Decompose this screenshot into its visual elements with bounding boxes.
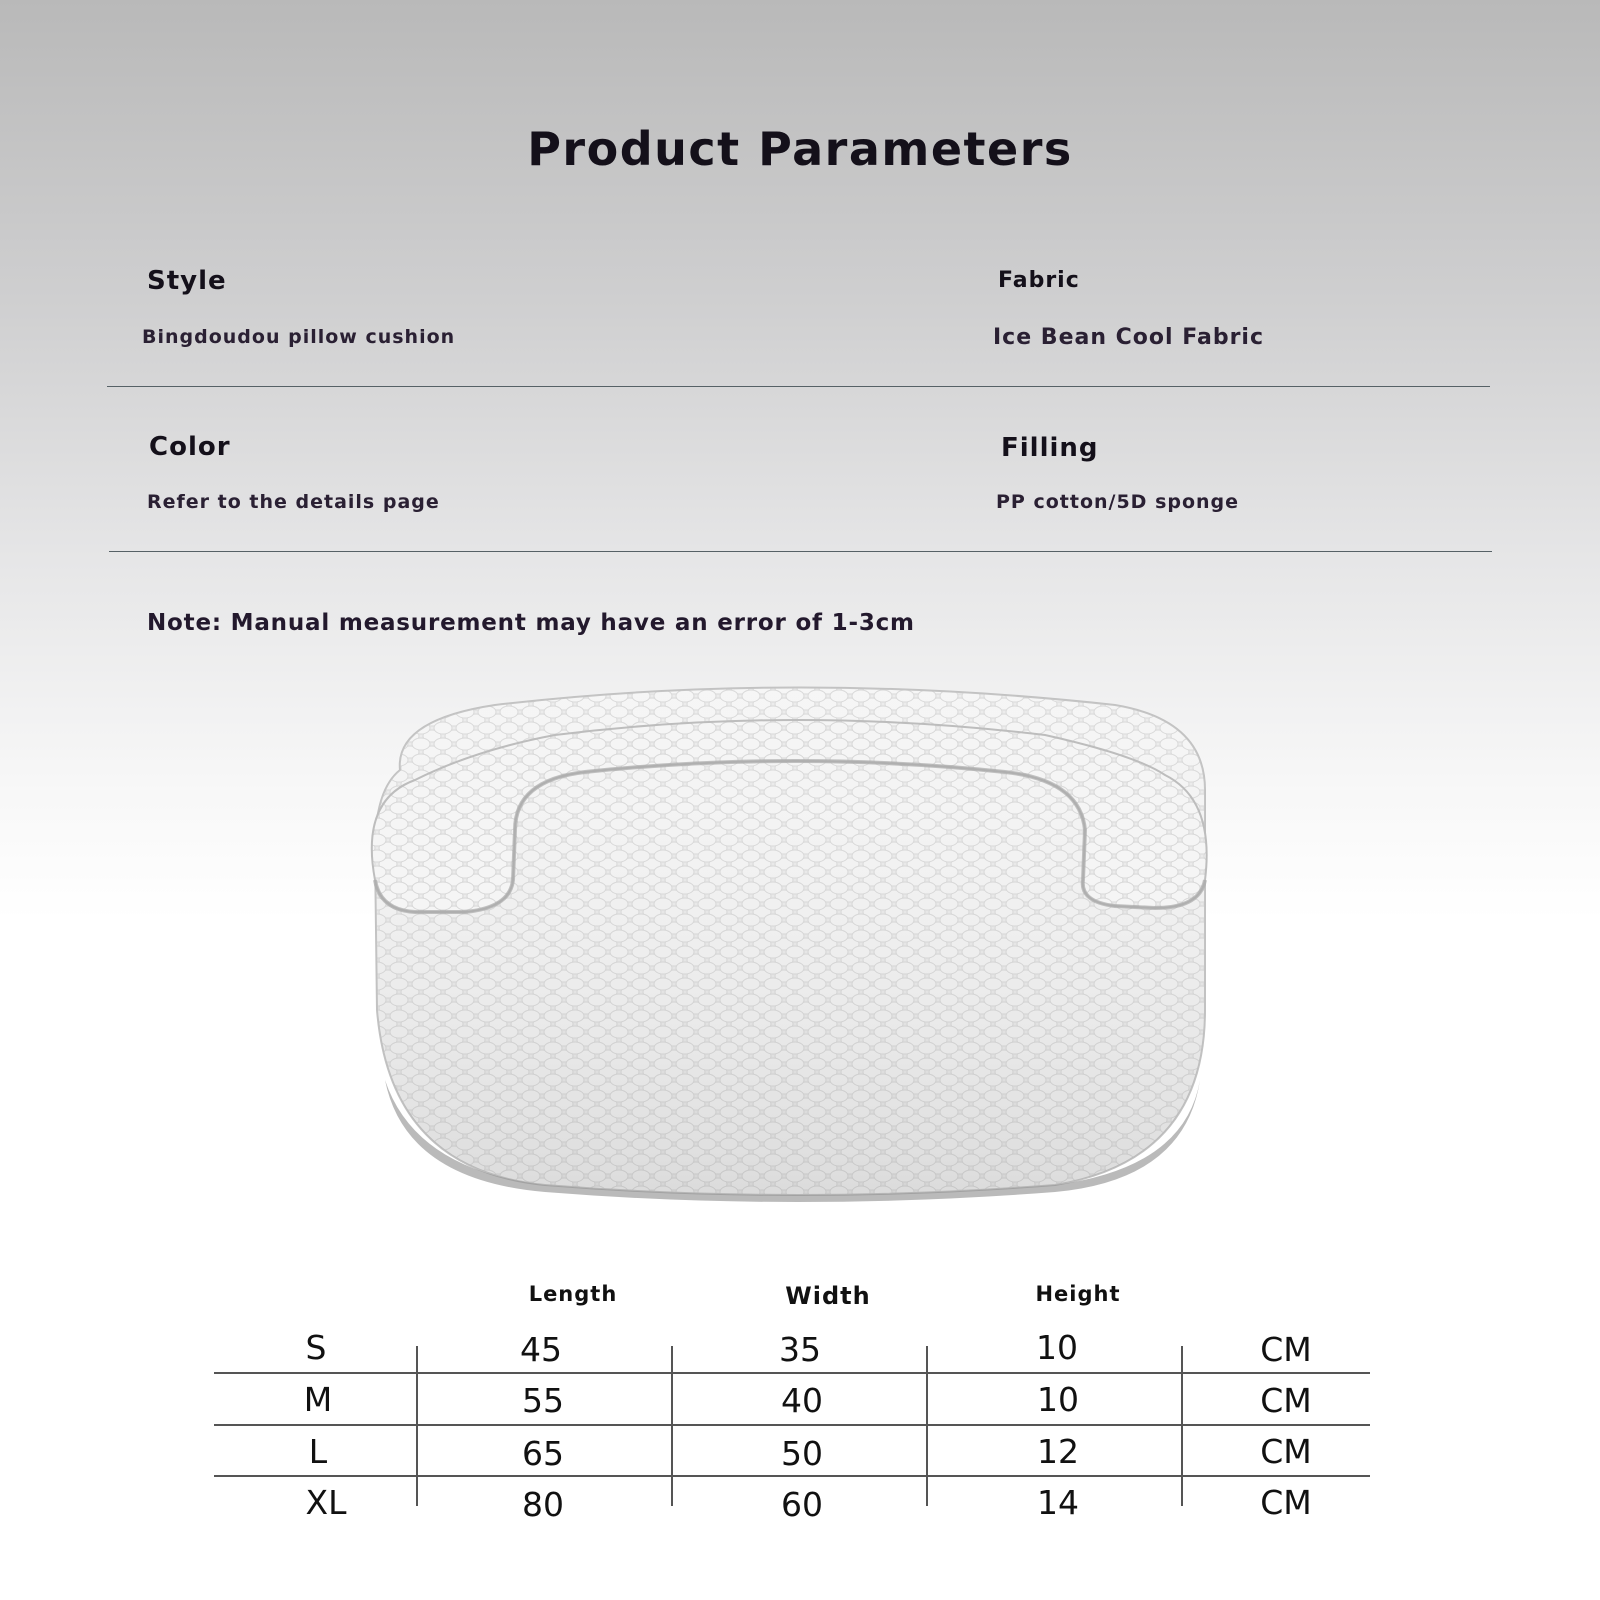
table-divider-1	[214, 1372, 1370, 1374]
col-header-width: Width	[785, 1282, 871, 1310]
table-divider-2	[214, 1424, 1370, 1426]
length-m: 55	[522, 1381, 564, 1420]
size-l: L	[308, 1432, 328, 1471]
fabric-label: Fabric	[998, 268, 1080, 293]
size-xl: XL	[305, 1483, 347, 1522]
width-xl: 60	[781, 1485, 823, 1524]
length-s: 45	[520, 1330, 562, 1369]
unit-s: CM	[1260, 1330, 1312, 1369]
table-col-divider-1	[416, 1346, 418, 1506]
height-s: 10	[1036, 1328, 1078, 1367]
unit-l: CM	[1260, 1432, 1312, 1471]
table-col-divider-4	[1181, 1346, 1183, 1506]
divider-2	[109, 551, 1492, 552]
width-l: 50	[781, 1434, 823, 1473]
cushion-product-image	[355, 680, 1235, 1220]
measurement-note: Note: Manual measurement may have an error of 1-3cm	[147, 610, 915, 636]
unit-m: CM	[1260, 1381, 1312, 1420]
divider-1	[107, 386, 1490, 387]
color-label: Color	[149, 432, 231, 462]
height-xl: 14	[1037, 1483, 1079, 1522]
table-col-divider-2	[671, 1346, 673, 1506]
size-s: S	[305, 1328, 327, 1367]
height-m: 10	[1037, 1380, 1079, 1419]
width-m: 40	[781, 1381, 823, 1420]
length-l: 65	[522, 1434, 564, 1473]
fabric-value: Ice Bean Cool Fabric	[993, 325, 1265, 350]
width-s: 35	[779, 1330, 821, 1369]
col-header-height: Height	[1035, 1282, 1121, 1306]
table-col-divider-3	[926, 1346, 928, 1506]
filling-label: Filling	[1001, 433, 1099, 463]
table-divider-3	[214, 1475, 1370, 1477]
size-m: M	[303, 1380, 333, 1419]
length-xl: 80	[522, 1485, 564, 1524]
col-header-length: Length	[528, 1282, 618, 1306]
filling-value: PP cotton/5D sponge	[996, 491, 1240, 513]
color-value: Refer to the details page	[147, 491, 440, 513]
unit-xl: CM	[1260, 1483, 1312, 1522]
style-label: Style	[147, 266, 227, 296]
style-value: Bingdoudou pillow cushion	[142, 326, 456, 348]
height-l: 12	[1037, 1432, 1079, 1471]
page-title: Product Parameters	[527, 122, 1073, 176]
